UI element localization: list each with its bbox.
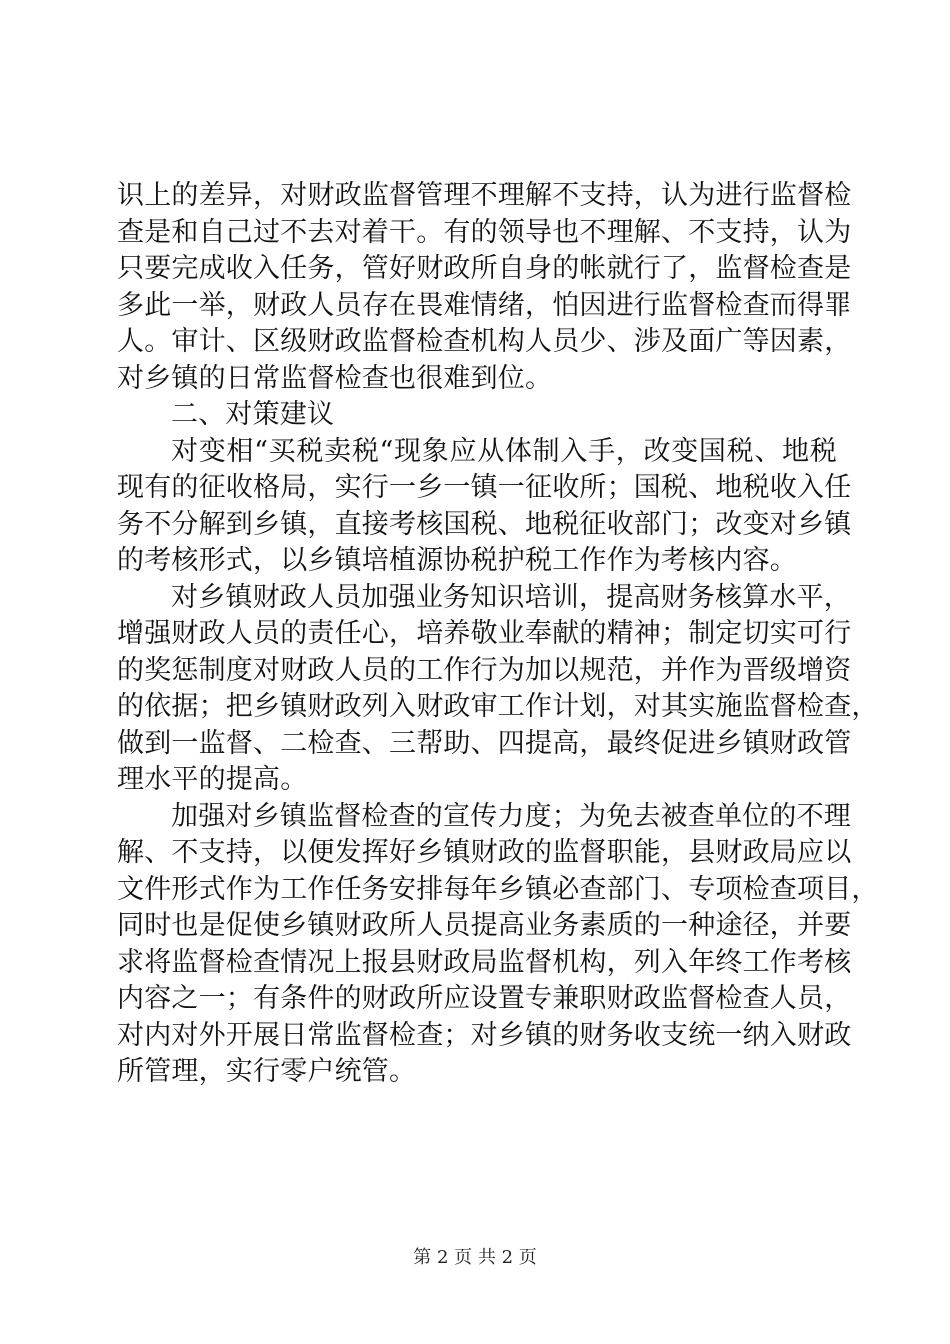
text-line: 务不分解到乡镇，直接考核国税、地税征收部门；改变对乡镇 — [117, 508, 852, 540]
text-line: 的依据；把乡镇财政列入财政审工作计划，对其实施监督检查， — [117, 691, 879, 722]
text-line: 现有的征收格局，实行一乡一镇一征收所；国税、地税收入任 — [117, 472, 852, 503]
text-line: 理水平的提高。 — [117, 764, 308, 795]
text-line: 多此一举，财政人员存在畏难情绪，怕因进行监督检查而得罪 — [117, 289, 852, 321]
text-line: 人。审计、区级财政监督检查机构人员少、涉及面广等因素， — [117, 326, 852, 357]
text-line: 二、对策建议 — [171, 399, 335, 430]
text-line: 对乡镇财政人员加强业务知识培训，提高财务核算水平， — [171, 581, 851, 613]
document-body — [117, 178, 879, 1091]
text-line: 解、不支持，以便发挥好乡镇财政的监督职能，县财政局应以 — [117, 837, 852, 868]
text-line: 的奖惩制度对财政人员的工作行为加以规范，并作为晋级增资 — [117, 654, 852, 686]
text-line: 同时也是促使乡镇财政所人员提高业务素质的一种途径，并要 — [117, 910, 852, 941]
text-line: 加强对乡镇监督检查的宣传力度；为免去被查单位的不理 — [171, 800, 851, 832]
text-line: 求将监督检查情况上报县财政局监督机构，列入年终工作考核 — [117, 946, 852, 978]
text-line: 做到一监督、二检查、三帮助、四提高，最终促进乡镇财政管 — [117, 727, 852, 759]
page-footer: 第 2 页 共 2 页 — [413, 1247, 537, 1268]
text-line: 对变相“买税卖税“现象应从体制入手，改变国税、地税 — [171, 435, 837, 467]
text-line: 对内对外开展日常监督检查；对乡镇的财务收支统一纳入财政 — [117, 1019, 852, 1051]
text-line: 识上的差异，对财政监督管理不理解不支持，认为进行监督检 — [117, 180, 852, 211]
text-line: 对乡镇的日常监督检查也很难到位。 — [117, 362, 553, 394]
text-line: 文件形式作为工作任务安排每年乡镇必查部门、专项检查项目， — [117, 873, 879, 905]
text-line: 只要完成收入任务，管好财政所自身的帐就行了，监督检查是 — [117, 253, 852, 284]
text-line: 的考核形式，以乡镇培植源协税护税工作作为考核内容。 — [117, 545, 797, 576]
text-line: 所管理，实行零户统管。 — [117, 1056, 417, 1087]
text-line: 查是和自己过不去对着干。有的领导也不理解、不支持，认为 — [117, 216, 852, 248]
text-line: 增强财政人员的责任心，培养敬业奉献的精神；制定切实可行 — [117, 618, 852, 649]
text-line: 内容之一；有条件的财政所应设置专兼职财政监督检查人员， — [117, 983, 852, 1014]
